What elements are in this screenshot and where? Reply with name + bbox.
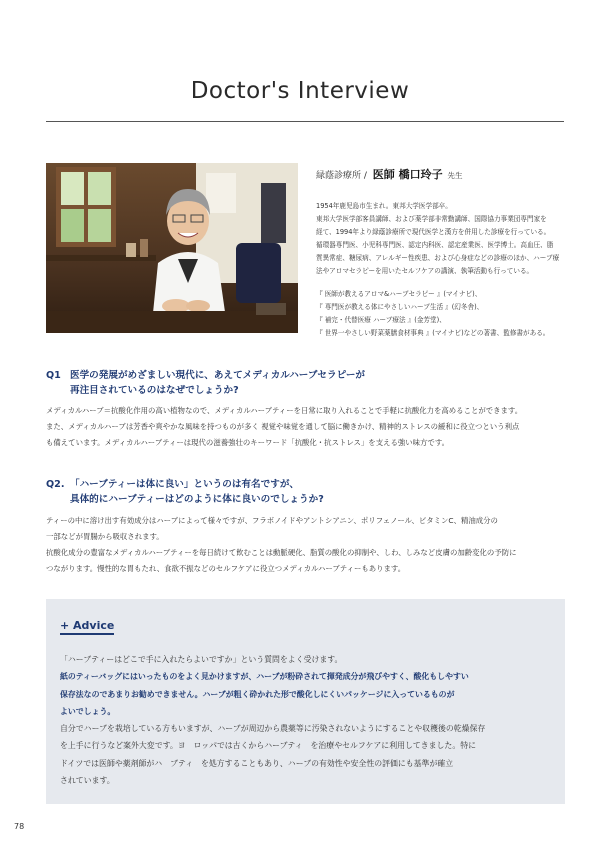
- answer-2: ティーの中に溶け出す有効成分はハーブによって様々ですが、フラボノイドやアントシアニン、ポリフェノール、ビタミンC、精油成分の 一部などが胃腸から吸収されます。 抗酸化成分の豊富なメディカルハーブティーを毎日続けて飲むことは動脈硬化、脂質の酸化の抑制や、しわ、しみなど皮膚の加齢変化の予防に つながります。慢性的な胃もたれ、食欲不振などのセルフケアに役立つメディカルハーブティーもあります。: [46, 516, 517, 573]
- doctor-affiliation: [316, 166, 566, 182]
- advice-title: + Advice: [60, 619, 114, 635]
- doctor-profile: [316, 166, 566, 340]
- advice-paragraph-1: 「ハーブティーはどこで手に入れたらよいですか」という質問をよく受けます。: [60, 655, 343, 664]
- doctor-books: 『 医師が教えるアロマ&ハーブセラピー 』(マイナビ)、 『 専門医が教える体にやさしいハーブ生活 』(幻冬舎)、 『 補完・代替医療 ハーブ療法 』(金芳堂)、 『 世界一やさしい野菜薬膳食材事典 』(マイナビ)などの著書、監修書がある。: [316, 290, 550, 337]
- doctor-biography: 1954年鹿児島市生まれ。東邦大学医学部卒。 東邦大学医学部客員講師、および薬学部非常勤講師、国際協力事業団専門家を 経て、1994年より緑蔭診療所で現代医学と漢方を併用した診療を行っている。 循環器専門医、小児科専門医、認定内科医、認定産業医、医学博士。高血圧、脂 質異常症、糖尿病、アレルギー性疾患、および心身症などの診療のほか、ハーブ療 法やアロマセラピーを用いたセルフケアの講演、執筆活動も行っている。: [316, 202, 560, 275]
- question-1-number: Q1: [46, 370, 61, 381]
- clinic-name: 緑蔭診療所 /: [316, 171, 367, 181]
- answer-1: メディカルハーブ＝抗酸化作用の高い植物なので、メディカルハーブティーを日常に取り入れることで手軽に抗酸化力を高めることができます。 また、メディカルハーブは芳香や爽やかな風味を持つものが多く 視覚や味覚を通して脳に働きかけ、精神的ストレスの緩和に役立つという利点 も備えています。メディカルハーブティーは現代の滋養強壮のキーワード「抗酸化・抗ストレス」を支える強い味方です。: [46, 406, 523, 447]
- page-title: Doctor's Interview: [190, 78, 410, 104]
- advice-box: [46, 599, 565, 804]
- question-2-number: Q2.: [46, 479, 65, 490]
- title-divider: [46, 121, 564, 122]
- question-2-line-2: 具体的にハーブティーはどのように体に良いのでしょうか?: [70, 494, 324, 505]
- question-2-line-1: 「ハーブティーは体に良い」というのは有名ですが、: [70, 479, 300, 490]
- doctor-name: 医師 橋口玲子: [372, 168, 443, 181]
- question-1-line-1: 医学の発展がめざましい現代に、あえてメディカルハーブセラピーが: [70, 370, 366, 381]
- advice-paragraph-3: 自分でハーブを栽培している方もいますが、ハーブが周辺から農薬等に汚染されないようにすることや収穫後の乾燥保存 を上手に行うなど案外大変です。ヨ ロッパでは古くからハーブティ を治療やセルフケアに利用してきました。特に ドイツでは医師や薬剤師がハ ブティ を処方することもあり、ハーブの有効性や安全性の評価にも基準が確立 されています。: [60, 724, 486, 786]
- question-1: [46, 368, 365, 398]
- question-2: [46, 477, 324, 507]
- doctor-honorific: 先生: [447, 171, 463, 180]
- doctor-photo: [46, 163, 298, 333]
- advice-body: [60, 651, 556, 789]
- page-number: 78: [14, 822, 25, 831]
- advice-paragraph-2: 紙のティーバッグにはいったものをよく見かけますが、ハーブが粉砕されて揮発成分が飛びやすく、酸化もしやすい 保存法なのであまりお勧めできません。ハーブが粗く砕かれた形で酸化しにくいパッケージに入っているものが よいでしょう。: [60, 672, 469, 716]
- doctor-photo-illustration: [46, 163, 298, 333]
- question-1-line-2: 再注目されているのはなぜでしょうか?: [70, 385, 239, 396]
